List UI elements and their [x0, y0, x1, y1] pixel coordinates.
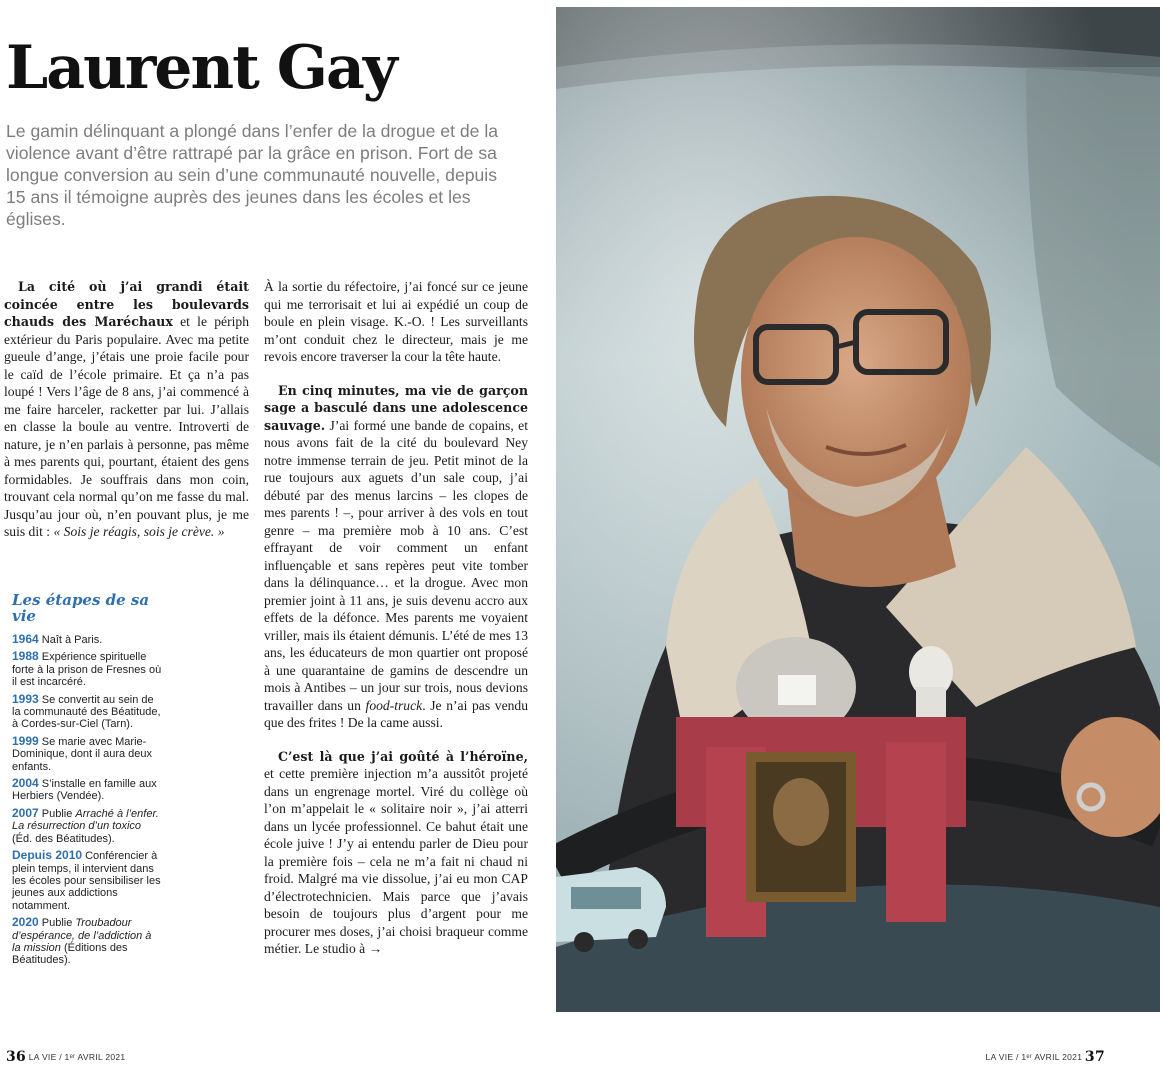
- article-title: Laurent Gay: [6, 33, 396, 103]
- timeline-text: Publie: [38, 807, 76, 820]
- col2-paragraph-2: [264, 382, 528, 732]
- col2-lead-3: C’est là que j’ai goûté à l’héroïne,: [278, 748, 528, 764]
- timeline-year: 2020: [12, 915, 39, 930]
- page-number-left: 36: [6, 1049, 27, 1065]
- timeline-year: 1993: [12, 691, 39, 706]
- folio-right: [986, 1049, 1105, 1065]
- timeline-title: Les étapes de sa vie: [12, 591, 150, 625]
- timeline-item: [12, 650, 162, 688]
- book-title: Arraché à l’enfer. La résurrection d’un toxico: [12, 807, 159, 833]
- timeline-item: [12, 633, 162, 646]
- body-column-1: [4, 278, 249, 541]
- page-number-right: 37: [1084, 1049, 1105, 1065]
- timeline-item: [12, 807, 162, 845]
- folio-text-right: LA VIE / 1ᵉʳ AVRIL 2021: [985, 1052, 1083, 1062]
- timeline-text: Expérience spirituelle forte à la prison de Fresnes où il est incarcéré.: [12, 651, 162, 689]
- col2-paragraph-3: [264, 748, 528, 958]
- book-title: Troubadour d’espérance, de l’addiction à la mission: [12, 917, 152, 954]
- timeline-item: [12, 849, 162, 912]
- timeline-item: [12, 916, 162, 967]
- timeline-year: 1988: [12, 649, 39, 664]
- col2-text-3: et cette première injection m’a aussitôt projeté dans un engrenage mortel. Viré du collège où l’on m’appelait le « solitaire noir », j’ai atterri dans un lycée professionnel. Ce bahut était une école juive ! J’y ai entendu parler de Dieu pour la première fois – cela ne m’a fait ni chaud ni froid. Malgré ma vie dissolue, j’ai eu mon CAP d’électrotechnicien. Mais parce que j’avais besoin de toujours plus d’argent pour me procurer mes doses, j’ai choisi braqueur comme métier. Le studio à →: [264, 766, 528, 956]
- col1-lead: La cité où j’ai grandi était coincée entre les boulevards chauds des Maréchaux: [4, 279, 249, 329]
- timeline-item: [12, 735, 162, 773]
- col2-text-2b: . Je n’ai pas vendu que des frites ! De la came aussi.: [264, 697, 529, 730]
- folio-left: [6, 1049, 125, 1065]
- timeline-year: 1999: [12, 733, 39, 748]
- timeline-year: Depuis 2010: [12, 848, 83, 863]
- timeline-item: [12, 693, 162, 731]
- col2-em: food-truck: [365, 697, 423, 713]
- folio-text-left: LA VIE / 1ᵉʳ AVRIL 2021: [28, 1052, 126, 1062]
- portrait-photo: [556, 7, 1160, 1012]
- col2-lead-2: En cinq minutes, ma vie de garçon sage a basculé dans une adolescence sauvage.: [264, 382, 528, 433]
- timeline-item: [12, 777, 162, 803]
- timeline-text: Publie: [38, 917, 76, 930]
- timeline-text-after: (Éditions des Béatitudes).: [12, 941, 128, 967]
- col1-quote: « Sois je réagis, sois je crève. »: [53, 524, 225, 539]
- col2-text-2a: J’ai formé une bande de copains, et nous avons fait de la cité du boulevard Ney notre immense terrain de jeu. Petit minot de la rue toujours aux aguets d’un sale coup, j’ai débuté par des menus larcins – les clopes de mes parents ! –, pour arriver à des vols en tout genre – ma première mob à 10 ans. C’est effrayant de voir comment un enfant influençable et sans repères peut vite tomber dans la délinquance… et la drogue. Avec mon premier joint à 11 ans, je suis devenu accro aux effets de la défonce. Mes parents me voyaient vriller, mais ils étaient démunis. L’été de mes 13 ans, les éducateurs de mon quartier ont proposé à une quarantaine de gamins de descendre un mois à Antibes – un jour sur trois, nous devions travailler dans un: [264, 417, 528, 713]
- body-column-2: [264, 278, 528, 974]
- timeline-year: 1964: [12, 632, 39, 646]
- article-lede: Le gamin délinquant a plongé dans l’enfer de la drogue et de la violence avant d’être rattrapé par la grâce en prison. Fort de sa longue conversion au sein d’une communauté nouvelle, depuis 15 ans il témoigne auprès des jeunes dans les écoles et les églises.: [6, 121, 499, 229]
- timeline-sidebar: [12, 592, 162, 971]
- timeline-text: Naît à Paris.: [38, 634, 103, 646]
- timeline-text: Conférencier à plein temps, il intervient dans les écoles pour sensibiliser les jeunes aux addictions notamment.: [12, 850, 161, 912]
- timeline-text: Se convertit au sein de la communauté des Béatitude, à Cordes-sur-Ciel (Tarn).: [12, 693, 161, 731]
- timeline-text: S’installe en famille aux Herbiers (Vendée).: [12, 778, 157, 803]
- timeline-text-after: (Éd. des Béatitudes).: [12, 832, 115, 845]
- portrait-illustration: [556, 7, 1160, 1012]
- col1-text: et le périph extérieur du Paris populaire. Avec ma petite gueule d’ange, j’étais une proie facile pour le caïd de l’école primaire. Et ça n’a pas loupé ! Vers l’âge de 8 ans, j’ai commencé à me faire harceler, racketter par lui. J’allais en classe la boule au ventre. Introverti de nature, je n’en parlais à personne, pas même à mes parents qui, pourtant, étaient des gens formidables. Je souffrais dans mon coin, trouvant cela normal qu’on me fasse du mal. Jusqu’au jour où, n’en pouvant plus, je me suis dit :: [4, 314, 249, 539]
- timeline-year: 2004: [12, 776, 39, 791]
- timeline-year: 2007: [12, 805, 39, 820]
- timeline-text: Se marie avec Marie-Dominique, dont il aura deux enfants.: [12, 735, 153, 773]
- col2-paragraph-1: À la sortie du réfectoire, j’ai foncé sur ce jeune qui me terrorisait et lui ai expédié un coup de boule en plein visage. K.-O. ! Les surveillants m’ont conduit chez le directeur, mais je me revois encore traverser la cour la tête haute.: [264, 279, 528, 364]
